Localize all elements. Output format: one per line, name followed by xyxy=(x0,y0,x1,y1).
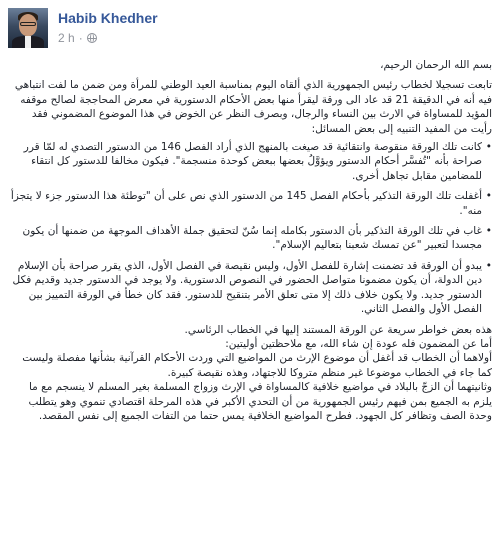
post-bullet: • أغفلت تلك الورقة التذكير بأحكام الفصل 145 من الدستور الذي نص على أن "توطئة هذا الدستور جزء لا يتجزأ منه". xyxy=(8,189,492,218)
meta-separator: · xyxy=(78,31,83,45)
post-timestamp[interactable]: 2 h xyxy=(58,31,75,45)
author-name[interactable]: Habib Khedher xyxy=(58,10,158,26)
post-bullet: • يبدو أن الورقة قد تضمنت إشارة للفصل الأول، وليس نقيصة في الفصل الأول، الذي يقرر صراحة بأن الإسلام دين الدولة، أن يكون مضمونا متواصل الحضور في النصوص الدستورية. ولا يوجد في الدستور جديد وقديم فكل الدستور جديد. ولا يكون خلاف ذلك إلا متى تعلق الأمر بتنقيح للدستور. فقد كان خطأ في الورقة التمييز بين الفصل الأول والفصل الثاني. xyxy=(8,259,492,317)
post-closing-paragraph: وثانيتهما أن الزجّ بالبلاد في مواضيع خلافية كالمساواة في الإرث وزواج المسلمة بغير المسلم لا ينسجم مع ما يلزم به الجميع بمن فيهم رئيس الجمهورية من أن التحدي الأكبر في هذه المرحلة اقتصادي تنموي وهو يتطلب وحدة الصف وتظافر كل الجهود. فطرح المواضيع الخلافية يمس حتما من التفات الجميع إلى نفس المقصد. xyxy=(28,381,492,422)
globe-icon[interactable] xyxy=(87,33,97,43)
post-closing-paragraph: هذه بعض خواطر سريعة عن الورقة المستند إليها في الخطاب الرئاسي. xyxy=(184,323,492,336)
post-bullet: • غاب في تلك الورقة التذكير بأن الدستور بكامله إنما سُنّ لتحقيق جملة الأهداف الموجهة من ضمنها أن يكون مجسدا لتعبير "عن تمسك شعبنا بتعاليم الإسلام". xyxy=(8,224,492,253)
post-meta xyxy=(58,30,97,46)
post-bullet: • كانت تلك الورقة منقوصة وانتقائية قد صيغت بالمنهج الذي أراد الفصل 146 من الدستور التصدي له لمّا قرر صراحة بأنه "تُفسَّر أحكام الدستور ويؤوَّلُ بعضها ببعض كوحدة منسجمة". فيكون مخالفا للدستور كل انتقاء للمضامين مقابل تجاهل أخرى. xyxy=(8,140,492,183)
post-header xyxy=(8,8,488,52)
post-closing-paragraph: أولاهما أن الخطاب قد أغفل أن موضوع الإرث من المواضيع التي وردت الأحكام القرآنية بشأنها مفصلة وليست كما جاء في الخطاب موضوعا غير منظم متروكا للاجتهاد، وهذه نقيصة كبيرة. xyxy=(22,352,492,379)
post-closing-paragraph: أما عن المضمون فله عودة إن شاء الله، مع ملاحظتين أوليتين: xyxy=(225,337,492,350)
post-body xyxy=(8,58,492,423)
post-greeting: بسم الله الرحمان الرحيم، xyxy=(380,59,492,71)
post-intro: تابعت تسجيلا لخطاب رئيس الجمهورية الذي ألقاه اليوم بمناسبة العيد الوطني للمرأة ومن ضمن ما لفت انتباهي فيه أنه في الدقيقة 21 قد عاد الى ورقة ليقرأ منها بعض الأحكام الدستورية في معرض المحاججة لصالح موقفه المؤيد للمساواة في الارث بين النساء والرجال، وبصرف النظر عن الخوض في هذا الموضوع المضموني فقد رأيت من المفيد التنبيه إلى بعض المسائل: xyxy=(14,79,492,135)
post-bullet-list xyxy=(8,140,492,316)
author-avatar[interactable] xyxy=(8,8,48,48)
